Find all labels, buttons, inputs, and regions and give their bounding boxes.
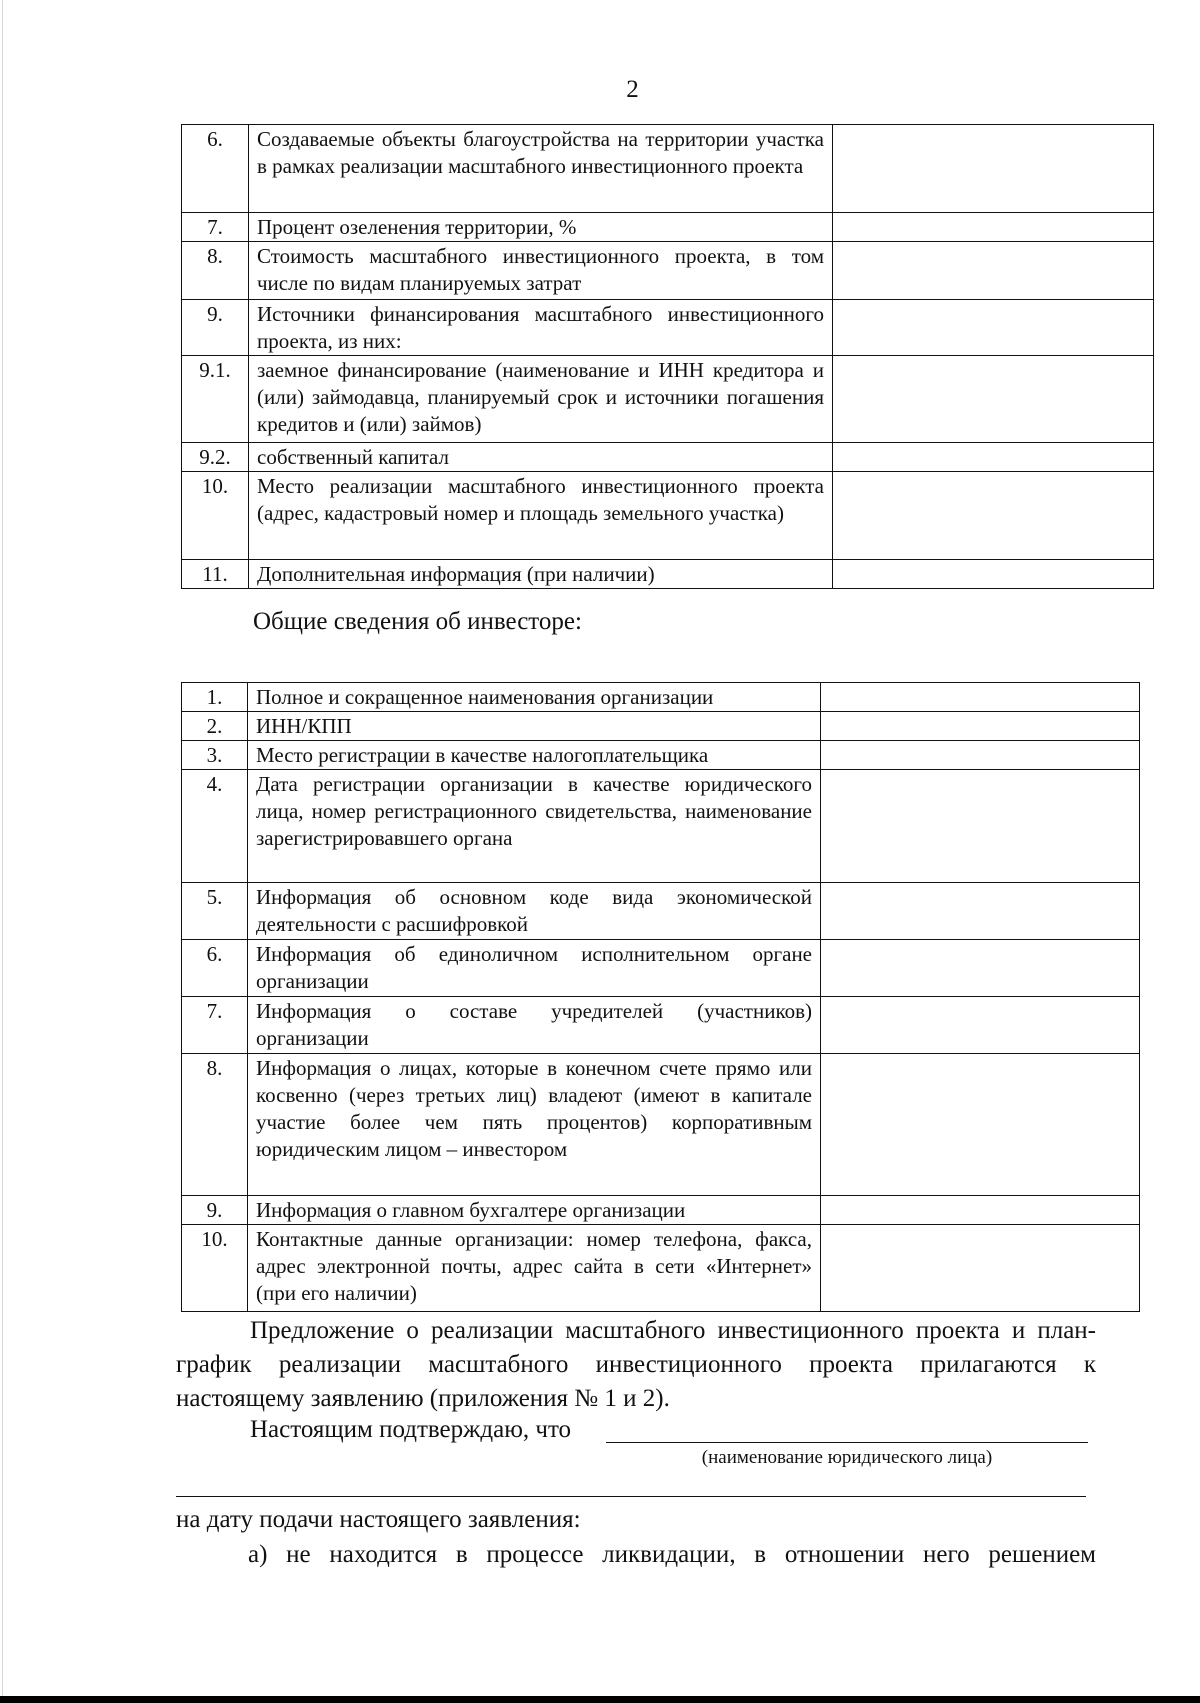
row-description: Стоимость масштабного инвестиционного проекта, в том числе по видам планируемых затрат (249, 242, 833, 300)
row-number: 7. (182, 213, 249, 242)
row-value-cell[interactable] (833, 242, 1154, 300)
table-row (182, 242, 1154, 300)
row-number: 7. (182, 997, 248, 1054)
item-a-text: а) не находится в процессе ликвидации, в отношении него решением (248, 1541, 1096, 1568)
row-value-cell[interactable] (821, 940, 1140, 997)
row-value-cell[interactable] (821, 1196, 1140, 1225)
row-number: 6. (182, 125, 249, 213)
row-number: 1. (182, 683, 248, 712)
row-description: заемное финансирование (наименование и ИНН кредитора и (или) займодавца, планируемый срок и источники погашения кредитов и (или) займов) (249, 356, 833, 443)
scan-edge-bottom (0, 1696, 1200, 1703)
row-description: Место реализации масштабного инвестиционного проекта (адрес, кадастровый номер и площадь земельного участка) (249, 472, 833, 560)
page-number: 2 (626, 76, 639, 103)
proposal-paragraph: Предложение о реализации масштабного инвестиционного проекта и план-график реализации масштабного инвестиционного проекта прилагаются к настоящему заявлению (приложения № 1 и 2). (176, 1317, 1096, 1412)
row-description: Дополнительная информация (при наличии) (249, 560, 833, 589)
project-info-table (181, 124, 1154, 589)
row-value-cell[interactable] (833, 356, 1154, 443)
row-description: Информация об единоличном исполнительном органе организации (248, 940, 821, 997)
row-number: 2. (182, 712, 248, 741)
row-number: 9.1. (182, 356, 249, 443)
table-row (182, 712, 1140, 741)
table-row (182, 1196, 1140, 1225)
confirm-text: Настоящим подтверждаю, что (250, 1416, 572, 1443)
table-row (182, 770, 1140, 883)
table-row (182, 472, 1154, 560)
row-description: Информация о составе учредителей (участников) организации (248, 997, 821, 1054)
table-row (182, 443, 1154, 472)
row-number: 11. (182, 560, 249, 589)
investor-section-heading: Общие сведения об инвесторе: (253, 608, 582, 635)
row-description: Создаваемые объекты благоустройства на территории участка в рамках реализации масштабного инвестиционного проекта (249, 125, 833, 213)
row-description: Информация об основном коде вида экономической деятельности с расшифровкой (248, 883, 821, 940)
row-number: 3. (182, 741, 248, 770)
table-row (182, 125, 1154, 213)
row-description: Контактные данные организации: номер телефона, факса, адрес электронной почты, адрес сайта в сети «Интернет» (при его наличии) (248, 1225, 821, 1312)
row-value-cell[interactable] (821, 883, 1140, 940)
row-value-cell[interactable] (821, 1225, 1140, 1312)
row-number: 8. (182, 242, 249, 300)
row-number: 8. (182, 1054, 248, 1196)
row-number: 9.2. (182, 443, 249, 472)
row-value-cell[interactable] (821, 770, 1140, 883)
row-number: 9. (182, 1196, 248, 1225)
row-description: Дата регистрации организации в качестве юридического лица, номер регистрационного свидетельства, наименование зарегистрировавшего органа (248, 770, 821, 883)
row-value-cell[interactable] (833, 125, 1154, 213)
submission-date-text: на дату подачи настоящего заявления: (176, 1506, 581, 1533)
table-row (182, 1225, 1140, 1312)
row-description: ИНН/КПП (248, 712, 821, 741)
table-row (182, 356, 1154, 443)
row-description: Информация о лицах, которые в конечном счете прямо или косвенно (через третьих лиц) владеют (имеют в капитале участие более чем пять процентов) корпоративным юридическим лицом – инвестором (248, 1054, 821, 1196)
row-value-cell[interactable] (833, 300, 1154, 356)
table-row (182, 940, 1140, 997)
row-value-cell[interactable] (833, 443, 1154, 472)
table-row (182, 213, 1154, 242)
investor-info-table (181, 682, 1140, 1312)
table-row (182, 741, 1140, 770)
row-value-cell[interactable] (821, 1054, 1140, 1196)
row-description: Информация о главном бухгалтере организации (248, 1196, 821, 1225)
table-row (182, 300, 1154, 356)
row-number: 9. (182, 300, 249, 356)
row-description: Источники финансирования масштабного инвестиционного проекта, из них: (249, 300, 833, 356)
row-value-cell[interactable] (821, 997, 1140, 1054)
row-value-cell[interactable] (833, 560, 1154, 589)
table-row (182, 560, 1154, 589)
row-value-cell[interactable] (833, 472, 1154, 560)
table-row (182, 1054, 1140, 1196)
row-value-cell[interactable] (821, 712, 1140, 741)
table-row (182, 683, 1140, 712)
row-number: 10. (182, 1225, 248, 1312)
scan-edge-left (2, 0, 3, 1703)
row-number: 6. (182, 940, 248, 997)
row-description: Полное и сокращенное наименования организации (248, 683, 821, 712)
row-value-cell[interactable] (821, 683, 1140, 712)
row-number: 4. (182, 770, 248, 883)
row-value-cell[interactable] (821, 741, 1140, 770)
legal-entity-name-blank[interactable] (606, 1442, 1088, 1443)
row-description: собственный капитал (249, 443, 833, 472)
row-value-cell[interactable] (833, 213, 1154, 242)
legal-entity-name-caption: (наименование юридического лица) (701, 1447, 993, 1468)
table-row (182, 883, 1140, 940)
row-number: 10. (182, 472, 249, 560)
table-row (182, 997, 1140, 1054)
row-number: 5. (182, 883, 248, 940)
row-description: Процент озеленения территории, % (249, 213, 833, 242)
legal-entity-name-continuation-blank[interactable] (176, 1496, 1086, 1497)
row-description: Место регистрации в качестве налогоплательщика (248, 741, 821, 770)
